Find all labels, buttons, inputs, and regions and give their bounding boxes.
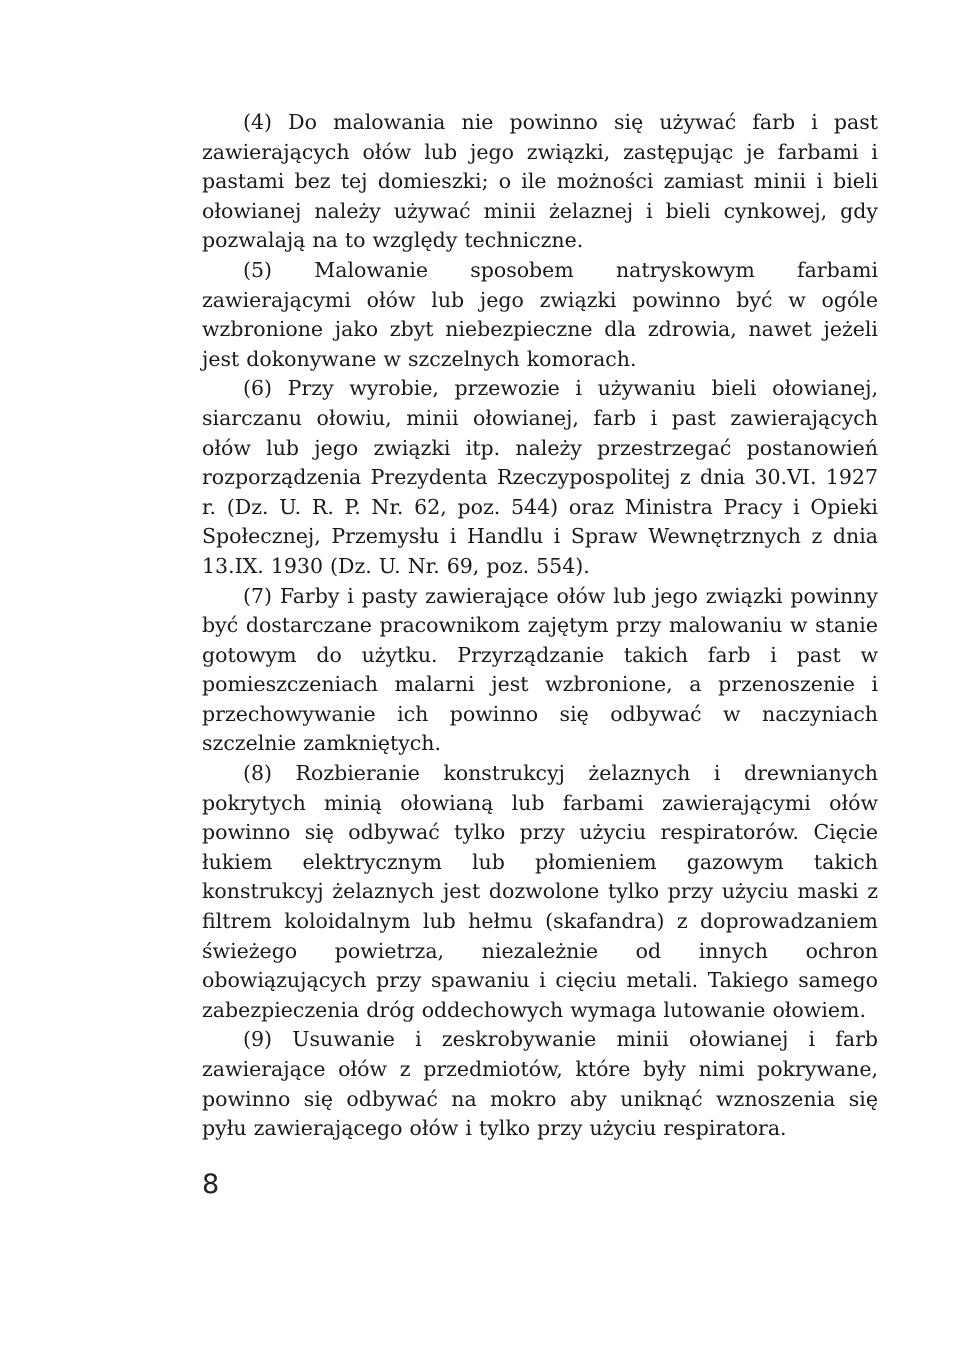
paragraph-6: (6) Przy wyrobie, przewozie i używaniu bieli ołowianej, siarczanu ołowiu, minii ołowianej, farb i past zawierających ołów lub jego związki itp. należy przestrzegać postanowień rozporządzenia Prezydenta Rzeczypospolitej z dnia 30.VI. 1927 r. (Dz. U. R. P. Nr. 62, poz. 544) oraz Ministra Pracy i Opieki Społecznej, Przemysłu i Handlu i Spraw Wewnętrznych z dnia 13.IX. 1930 (Dz. U. Nr. 69, poz. 554). [202, 376, 878, 578]
paragraph-9: (9) Usuwanie i zeskrobywanie minii ołowianej i farb zawierające ołów z przedmiotów, które były nimi pokrywane, powinno się odbywać na mokro aby uniknąć wznoszenia się pyłu zawierającego ołów i tylko przy użyciu respiratora. [202, 1027, 878, 1141]
paragraph-5: (5) Malowanie sposobem natryskowym farbami zawierającymi ołów lub jego związki powinno być w ogóle wzbronione jako zbyt niebezpieczne dla zdrowia, nawet jeżeli jest dokonywane w szczelnych komorach. [202, 257, 878, 371]
page-number: 8 [202, 1169, 220, 1200]
paragraph-8: (8) Rozbieranie konstrukcyj żelaznych i drewnianych pokrytych minią ołowianą lub farbami zawierającymi ołów powinno się odbywać tylko przy użyciu respiratorów. Cięcie łukiem elektrycznym lub płomieniem gazowym takich konstrukcyj żelaznych jest dozwolone tylko przy użyciu maski z filtrem koloidalnym lub hełmu (skafandra) z doprowadzaniem świeżego powietrza, niezależnie od innych ochron obowiązujących przy spawaniu i cięciu metali. Takiego samego zabezpieczenia dróg oddechowych wymaga lutowanie ołowiem. [202, 761, 878, 1022]
body-text [202, 108, 878, 1144]
paragraph-4: (4) Do malowania nie powinno się używać farb i past zawierających ołów lub jego związki, zastępując je farbami i pastami bez tej domieszki; o ile możności zamiast minii i bieli ołowianej należy używać minii żelaznej i bieli cynkowej, gdy pozwalają na to względy techniczne. [202, 110, 878, 253]
paragraph-7: (7) Farby i pasty zawierające ołów lub jego związki powinny być dostarczane pracownikom zajętym przy malowaniu w stanie gotowym do użytku. Przyrządzanie takich farb i past w pomieszczeniach malarni jest wzbronione, a przenoszenie i przechowywanie ich powinno się odbywać w naczyniach szczelnie zamkniętych. [202, 583, 878, 756]
